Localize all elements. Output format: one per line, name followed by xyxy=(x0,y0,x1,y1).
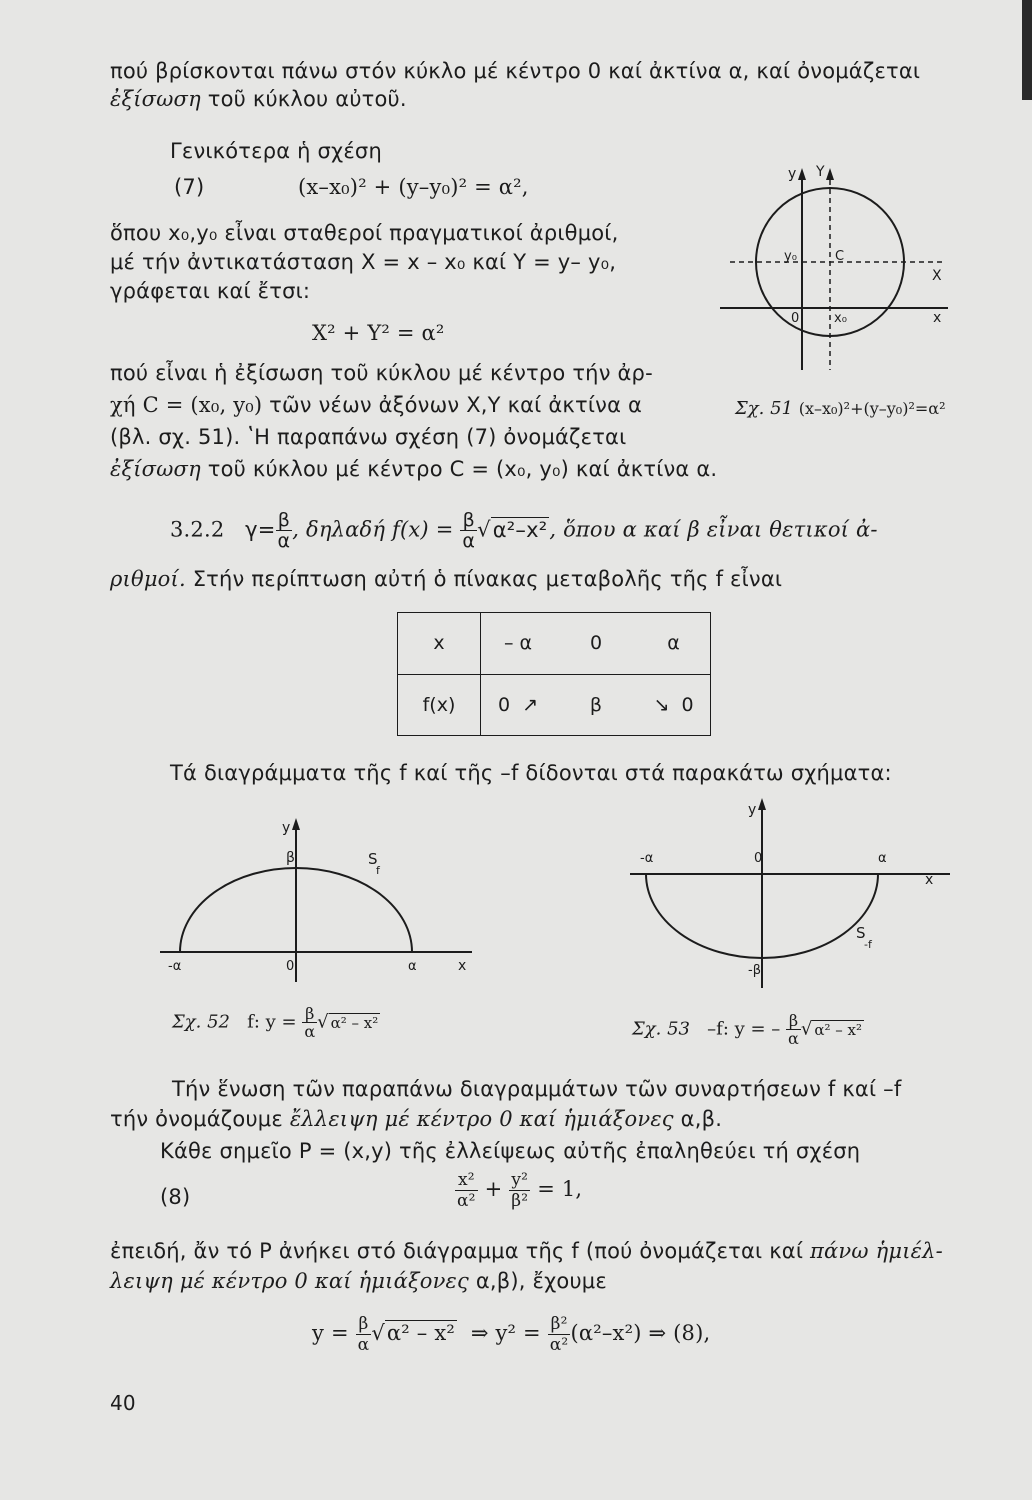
label-S: S xyxy=(856,924,866,942)
equation-number: (7) xyxy=(174,175,205,199)
table-row xyxy=(398,613,711,675)
label-a: α xyxy=(878,851,887,866)
gamma: γ= xyxy=(245,517,276,542)
variation-table xyxy=(397,612,711,736)
caption-label: Σχ. 51 xyxy=(735,398,793,419)
arrow-icon xyxy=(758,798,766,810)
label-S-sub: -f xyxy=(864,938,872,951)
text-line: πού εἶναι ἡ ἐξίσωση τοῦ κύκλου μέ κέντρο τήν ἀρ- xyxy=(110,361,653,385)
label-a: α xyxy=(408,959,417,974)
table-cell: 0 ↗ xyxy=(481,674,556,736)
table-header-x: x xyxy=(398,613,481,675)
text-span: Στήν περίπτωση αὐτή ὁ πίνακας μεταβολῆς τῆς f εἶναι xyxy=(192,567,783,591)
caption-equation: f: y = xyxy=(247,1011,297,1033)
fraction: $\frac{\beta}{\alpha}$ xyxy=(357,1314,370,1355)
fraction: $\frac{\beta}{\alpha}$ xyxy=(304,1004,316,1041)
italic-term: πάνω ἡμιέλ- xyxy=(810,1239,943,1263)
text-line xyxy=(110,1268,607,1294)
text-span: , δηλαδή f(x) = xyxy=(292,517,454,542)
arrow-icon xyxy=(826,168,834,180)
arrow-icon xyxy=(292,818,300,830)
text-span: χή C = (x₀, y₀) xyxy=(110,393,263,417)
text-span: τήν ὀνομάζουμε xyxy=(110,1107,283,1131)
text-line: Κάθε σημεῖο P = (x,y) τῆς ἐλλείψεως αὐτῆς ἐπαληθεύει τή σχέση xyxy=(160,1139,861,1163)
label-S-sub: f xyxy=(376,864,380,877)
fraction: $\frac{\beta}{\alpha}$ xyxy=(462,509,476,552)
text-line: μέ τήν ἀντικατάσταση X = x – x₀ καί Y = y– y₀, xyxy=(110,250,617,274)
sqrt-expression: α² – x² xyxy=(330,1013,379,1032)
label-x: x xyxy=(458,958,467,974)
label-y: y xyxy=(788,166,797,182)
italic-term: λειψη μέ κέντρο 0 καί ἡμιάξονες xyxy=(110,1269,469,1293)
label-neg-beta: -β xyxy=(748,963,761,978)
sqrt-expression: α² – x² xyxy=(814,1020,862,1039)
table-cell: α xyxy=(637,613,711,675)
text-line xyxy=(110,566,782,592)
text-line xyxy=(110,86,407,112)
italic-term: ἐξίσωση xyxy=(110,457,201,481)
table-cell: ↘ 0 xyxy=(637,674,711,736)
text-span: τοῦ κύκλου μέ κέντρο C = (x₀, y₀) καί ἀκτίνα α. xyxy=(207,457,718,481)
text-line xyxy=(110,1238,943,1264)
text-line xyxy=(110,456,717,482)
label-beta: β xyxy=(286,850,295,866)
text-span: , ὅπου α καί β εἶναι θετικοί ἀ- xyxy=(549,517,878,542)
label-y: y xyxy=(748,802,757,818)
caption-label: Σχ. 53 xyxy=(632,1018,690,1040)
caption-equation: (x–x₀)²+(y–y₀)²=α² xyxy=(798,399,946,418)
text-line: Τήν ἕνωση τῶν παραπάνω διαγραμμάτων τῶν συναρτήσεων f καί –f xyxy=(172,1077,902,1101)
text-span: = 1, xyxy=(537,1177,583,1201)
arrow-icon xyxy=(798,168,806,180)
label-neg-a: -α xyxy=(640,851,654,866)
text-line: γράφεται καί ἔτσι: xyxy=(110,279,311,303)
figure-53-caption: Σχ. 53 –f: y = – $\frac{\beta}{\alpha}$ √ α² – x² xyxy=(632,1011,862,1048)
figure-52-caption: Σχ. 52 f: y = $\frac{\beta}{\alpha}$ √ α² – x² xyxy=(172,1004,379,1041)
text-span: α,β. xyxy=(680,1107,723,1131)
text-line: Τά διαγράμματα τῆς f καί τῆς –f δίδονται στά παρακάτω σχήματα: xyxy=(170,761,892,785)
label-origin: 0 xyxy=(791,311,800,326)
figure-52 xyxy=(160,812,490,982)
text-line: Γενικότερα ἡ σχέση xyxy=(170,139,382,163)
text-line: (βλ. σχ. 51). ʽΗ παραπάνω σχέση (7) ὀνομάζεται xyxy=(110,425,627,449)
label-origin: 0 xyxy=(754,851,763,866)
fraction: $\frac{\text{β²}}{\text{α²}}$ xyxy=(549,1314,569,1355)
fraction: $\frac{\beta}{\alpha}$ xyxy=(277,509,291,552)
fraction: $\frac{\text{x²}}{\text{α²}}$ xyxy=(457,1170,476,1211)
text-line: πού βρίσκονται πάνω στόν κύκλο μέ κέντρο 0 καί ἀκτίνα α, καί ὀνομάζεται xyxy=(110,59,921,83)
section-number: 3.2.2 xyxy=(170,517,225,542)
figure-51-caption xyxy=(735,398,946,419)
final-equation: y = $\frac{\beta}{\alpha}$ √α² – x² ⇒ y² = $\frac{\text{β²}}{\text{α²}}$ (α²–x²) ⇒ (8), xyxy=(312,1314,711,1355)
table-row xyxy=(398,674,711,736)
text-span: α,β), ἔχουμε xyxy=(475,1269,607,1293)
label-y0: y₀ xyxy=(784,249,797,264)
label-x: x xyxy=(925,872,934,888)
table-header-fx: f(x) xyxy=(398,674,481,736)
label-S: S xyxy=(368,850,378,868)
italic-term: ριθμοί. xyxy=(110,567,186,591)
arrow-up-icon: ↗ xyxy=(522,693,539,716)
text-span: τοῦ κύκλου αὐτοῦ. xyxy=(207,87,407,111)
equation-7: (x–x₀)² + (y–y₀)² = α², xyxy=(298,175,529,199)
table-cell: β xyxy=(555,674,637,736)
label-x0: x₀ xyxy=(834,311,847,326)
label-X: X xyxy=(932,268,942,284)
text-line: ὅπου x₀,y₀ εἶναι σταθεροί πραγματικοί ἀριθμοί, xyxy=(110,221,619,245)
table-cell: 0 xyxy=(555,613,637,675)
text-span: ἐπειδή, ἄν τό P ἀνήκει στό διάγραμμα τῆς f (πού ὀνομάζεται καί xyxy=(110,1239,804,1263)
sqrt-expression: α²–x² xyxy=(492,517,548,542)
fraction: $\frac{\text{y²}}{\text{β²}}$ xyxy=(511,1170,529,1211)
equation-circle: X² + Y² = α² xyxy=(312,321,445,345)
text-span: τῶν νέων ἀξόνων X,Y καί ἀκτίνα α xyxy=(269,393,643,417)
equation-8: $\frac{\text{x²}}{\text{α²}}$ + $\frac{\text{y²}}{\text{β²}}$ = 1, xyxy=(457,1170,583,1211)
page-edge-shadow xyxy=(1022,0,1032,100)
caption-equation: –f: y = – xyxy=(707,1018,781,1040)
page-number: 40 xyxy=(110,1391,136,1415)
arrow-down-icon: ↘ xyxy=(653,693,670,716)
sqrt-expression: α² – x² xyxy=(386,1321,456,1345)
text-line xyxy=(110,1106,722,1132)
figure-53 xyxy=(620,798,960,988)
equation-number: (8) xyxy=(160,1185,191,1209)
label-Y: Y xyxy=(816,164,825,180)
table-cell: – α xyxy=(481,613,556,675)
label-origin: 0 xyxy=(286,959,295,974)
italic-term: ἔλλειψη μέ κέντρο 0 καί ἡμιάξονες xyxy=(289,1107,674,1131)
label-x: x xyxy=(933,310,942,326)
label-C: C xyxy=(835,249,845,264)
section-3-2-2: 3.2.2 γ= $\frac{\beta}{\alpha}$ , δηλαδή f(x) = $\frac{\beta}{\alpha}$ √α²–x², ὅπου α καί β εἶναι θετικοί ἀ- xyxy=(170,509,878,552)
fraction: $\frac{\beta}{\alpha}$ xyxy=(788,1011,799,1048)
label-neg-a: -α xyxy=(168,959,182,974)
caption-label: Σχ. 52 xyxy=(172,1011,230,1033)
text-line xyxy=(110,392,642,418)
italic-term: ἐξίσωση xyxy=(110,87,201,111)
figure-51 xyxy=(720,150,980,380)
label-y: y xyxy=(282,820,291,836)
